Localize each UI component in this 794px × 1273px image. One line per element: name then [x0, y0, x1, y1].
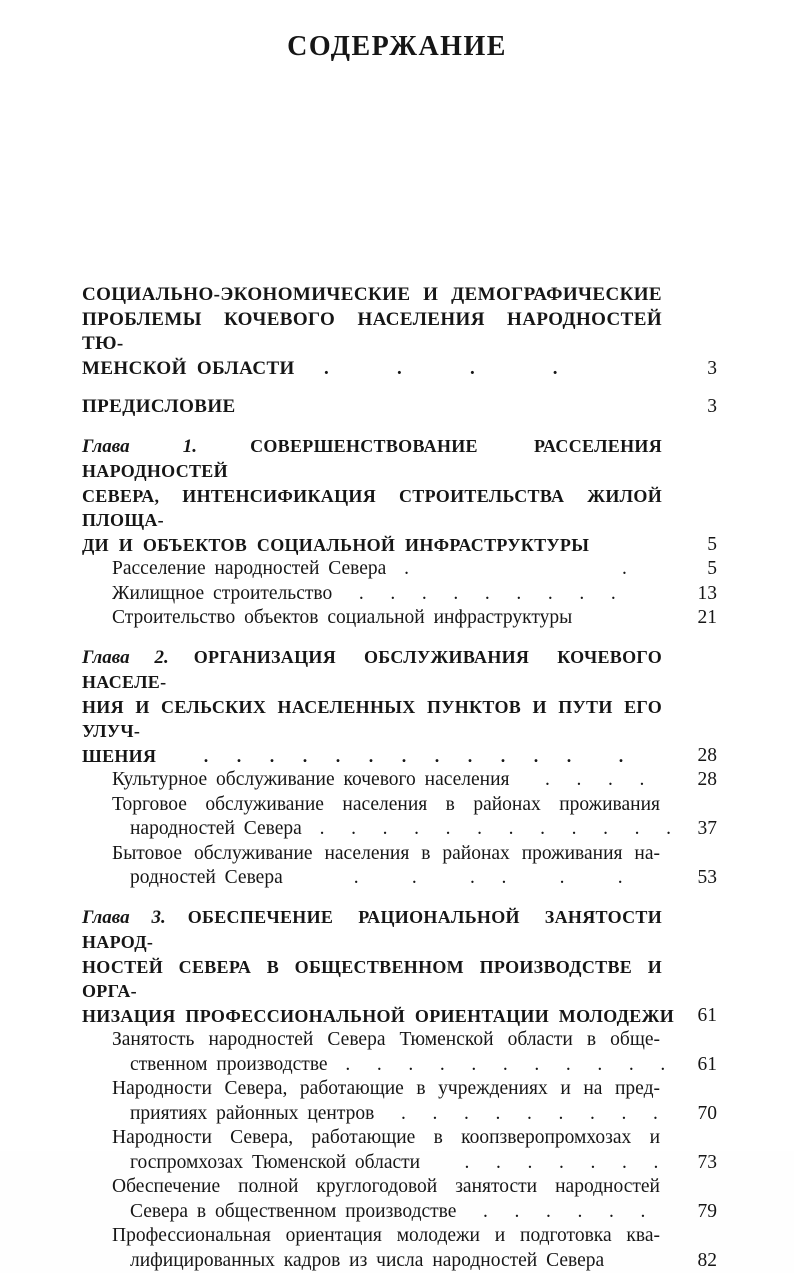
entry-text: Жилищное строительство [112, 583, 332, 604]
toc-entry [82, 606, 717, 631]
toc-entry [82, 283, 717, 381]
entry-text: Бытовое обслуживание населения в районах проживания на- [112, 843, 660, 864]
entry-text: ОБЕСПЕЧЕНИЕ РАЦИОНАЛЬНОЙ ЗАНЯТОСТИ НАРОД- [82, 907, 662, 953]
page-number: 37 [698, 817, 718, 842]
dot-leader: . . . . . . . . . . . . . [156, 746, 623, 766]
toc-group [82, 645, 717, 891]
entry-text: СОЦИАЛЬНО-ЭКОНОМИЧЕСКИЕ И ДЕМОГРАФИЧЕСКИЕ [82, 284, 662, 305]
toc-line [112, 582, 717, 607]
toc-line [82, 283, 662, 308]
dot-leader: . . [386, 558, 627, 579]
toc-line [112, 1028, 660, 1053]
entry-text: ОРГАНИЗАЦИЯ ОБСЛУЖИВАНИЯ КОЧЕВОГО НАСЕЛЕ- [82, 647, 662, 693]
toc-entries [82, 283, 717, 1273]
dot-leader: . . . . . . [283, 867, 623, 888]
toc-entry [82, 793, 717, 842]
toc-group [82, 434, 717, 631]
toc-entry [82, 645, 717, 769]
toc-entry [82, 1077, 717, 1126]
entry-text: народностей Севера [130, 818, 302, 839]
dot-leader: . . . . . . . . . [374, 1103, 658, 1124]
entry-text: Народности Севера, работающие в учреждениях и на пред- [112, 1078, 660, 1099]
toc-entry [82, 768, 717, 793]
toc-line [82, 1004, 717, 1029]
entry-text: Севера в общественном производстве [130, 1201, 456, 1222]
toc-line [82, 645, 662, 695]
toc-line [112, 1077, 660, 1102]
toc-line [82, 434, 662, 484]
entry-text: Строительство объектов социальной инфраструктуры [112, 607, 572, 628]
toc-group [82, 905, 717, 1273]
entry-text: ПРЕДИСЛОВИЕ [82, 396, 236, 417]
toc-line [130, 1102, 717, 1127]
entry-text: МЕНСКОЙ ОБЛАСТИ [82, 358, 295, 379]
entry-text: Расселение народностей Севера [112, 558, 386, 579]
toc-line [130, 866, 717, 891]
entry-text: госпромхозах Тюменской области [130, 1152, 420, 1173]
dot-leader: . . . . [295, 358, 558, 379]
entry-text: Обеспечение полной круглогодовой занятости народностей [112, 1176, 660, 1197]
toc-line [112, 793, 660, 818]
toc-group [82, 283, 717, 381]
page-number: 3 [707, 395, 717, 420]
dot-leader: . . . . [510, 769, 645, 790]
dot-leader: . . . . . . . [420, 1152, 658, 1173]
chapter-prefix: Глава 2. [82, 647, 194, 668]
toc-entry [82, 1224, 717, 1273]
toc-line [130, 1053, 717, 1078]
page-number: 5 [707, 557, 717, 582]
toc-line [112, 1224, 660, 1249]
chapter-prefix: Глава 1. [82, 436, 250, 457]
toc-line [112, 1175, 660, 1200]
entry-text: родностей Севера [130, 867, 283, 888]
page-number: 5 [707, 533, 717, 558]
entry-text: ственном производстве [130, 1054, 328, 1075]
page-number: 21 [698, 606, 718, 631]
page-number: 79 [698, 1200, 718, 1225]
entry-text: ДИ И ОБЪЕКТОВ СОЦИАЛЬНОЙ ИНФРАСТРУКТУРЫ [82, 535, 589, 555]
page-number: 82 [698, 1249, 718, 1273]
toc-line [82, 484, 662, 533]
entry-text: ПРОБЛЕМЫ КОЧЕВОГО НАСЕЛЕНИЯ НАРОДНОСТЕЙ ТЮ- [82, 309, 662, 355]
toc-entry [82, 905, 717, 1029]
toc-line [130, 1200, 717, 1225]
entry-text: Профессиональная ориентация молодежи и подготовка ква- [112, 1225, 660, 1246]
entry-text: ШЕНИЯ [82, 746, 156, 766]
toc-line [82, 308, 662, 357]
page-number: 61 [698, 1004, 718, 1029]
entry-text: Народности Севера, работающие в коопзверопромхозах и [112, 1127, 660, 1148]
toc-line [82, 695, 662, 744]
page-number: 70 [698, 1102, 718, 1127]
toc-line [82, 533, 717, 558]
toc-line [82, 395, 717, 420]
entry-text: НИЗАЦИЯ ПРОФЕССИОНАЛЬНОЙ ОРИЕНТАЦИИ МОЛОДЕЖИ [82, 1006, 674, 1026]
page-number: 28 [698, 744, 718, 769]
chapter-prefix: Глава 3. [82, 907, 188, 928]
toc-line [130, 1151, 717, 1176]
toc-entry [82, 1175, 717, 1224]
entry-text: НОСТЕЙ СЕВЕРА В ОБЩЕСТВЕННОМ ПРОИЗВОДСТВЕ И ОРГА- [82, 957, 662, 1002]
entry-text: Культурное обслуживание кочевого населения [112, 769, 510, 790]
dot-leader: . . . . . . [456, 1201, 645, 1222]
toc-line [82, 905, 662, 955]
toc-entry [82, 582, 717, 607]
toc-line [82, 357, 717, 382]
toc-line [82, 955, 662, 1004]
toc-entry [82, 842, 717, 891]
dot-leader: . . . . . . . . . [332, 583, 616, 604]
toc-entry [82, 1028, 717, 1077]
page-number: 13 [698, 582, 718, 607]
entry-text: приятиях районных центров [130, 1103, 374, 1124]
page-number: 28 [698, 768, 718, 793]
toc-line [82, 744, 717, 769]
dot-leader: . . . . . . . . . . . . [302, 818, 671, 839]
entry-text: НИЯ И СЕЛЬСКИХ НАСЕЛЕННЫХ ПУНКТОВ И ПУТИ ЕГО УЛУЧ- [82, 697, 662, 742]
toc-entry [82, 434, 717, 558]
toc-line [112, 768, 717, 793]
page-number: 61 [698, 1053, 718, 1078]
page-title: СОДЕРЖАНИЕ [0, 0, 794, 63]
toc-entry [82, 395, 717, 420]
dot-leader: . . . . . . . . . . . [328, 1054, 666, 1075]
toc-line [130, 1249, 717, 1273]
entry-text: Занятость народностей Севера Тюменской области в обще- [112, 1029, 660, 1050]
toc-entry [82, 557, 717, 582]
page-number: 3 [707, 357, 717, 382]
entry-text: СЕВЕРА, ИНТЕНСИФИКАЦИЯ СТРОИТЕЛЬСТВА ЖИЛОЙ ПЛОЩА- [82, 486, 662, 531]
toc-group [82, 395, 717, 420]
entry-text: Торговое обслуживание населения в районах проживания [112, 794, 660, 815]
toc-line [130, 817, 717, 842]
entry-text: лифицированных кадров из числа народностей Севера [130, 1250, 604, 1271]
toc-line [112, 557, 717, 582]
page-number: 73 [698, 1151, 718, 1176]
toc-line [112, 606, 717, 631]
entry-text: СОВЕРШЕНСТВОВАНИЕ РАССЕЛЕНИЯ НАРОДНОСТЕЙ [82, 436, 662, 482]
toc-line [112, 842, 660, 867]
page-number: 53 [698, 866, 718, 891]
toc-line [112, 1126, 660, 1151]
